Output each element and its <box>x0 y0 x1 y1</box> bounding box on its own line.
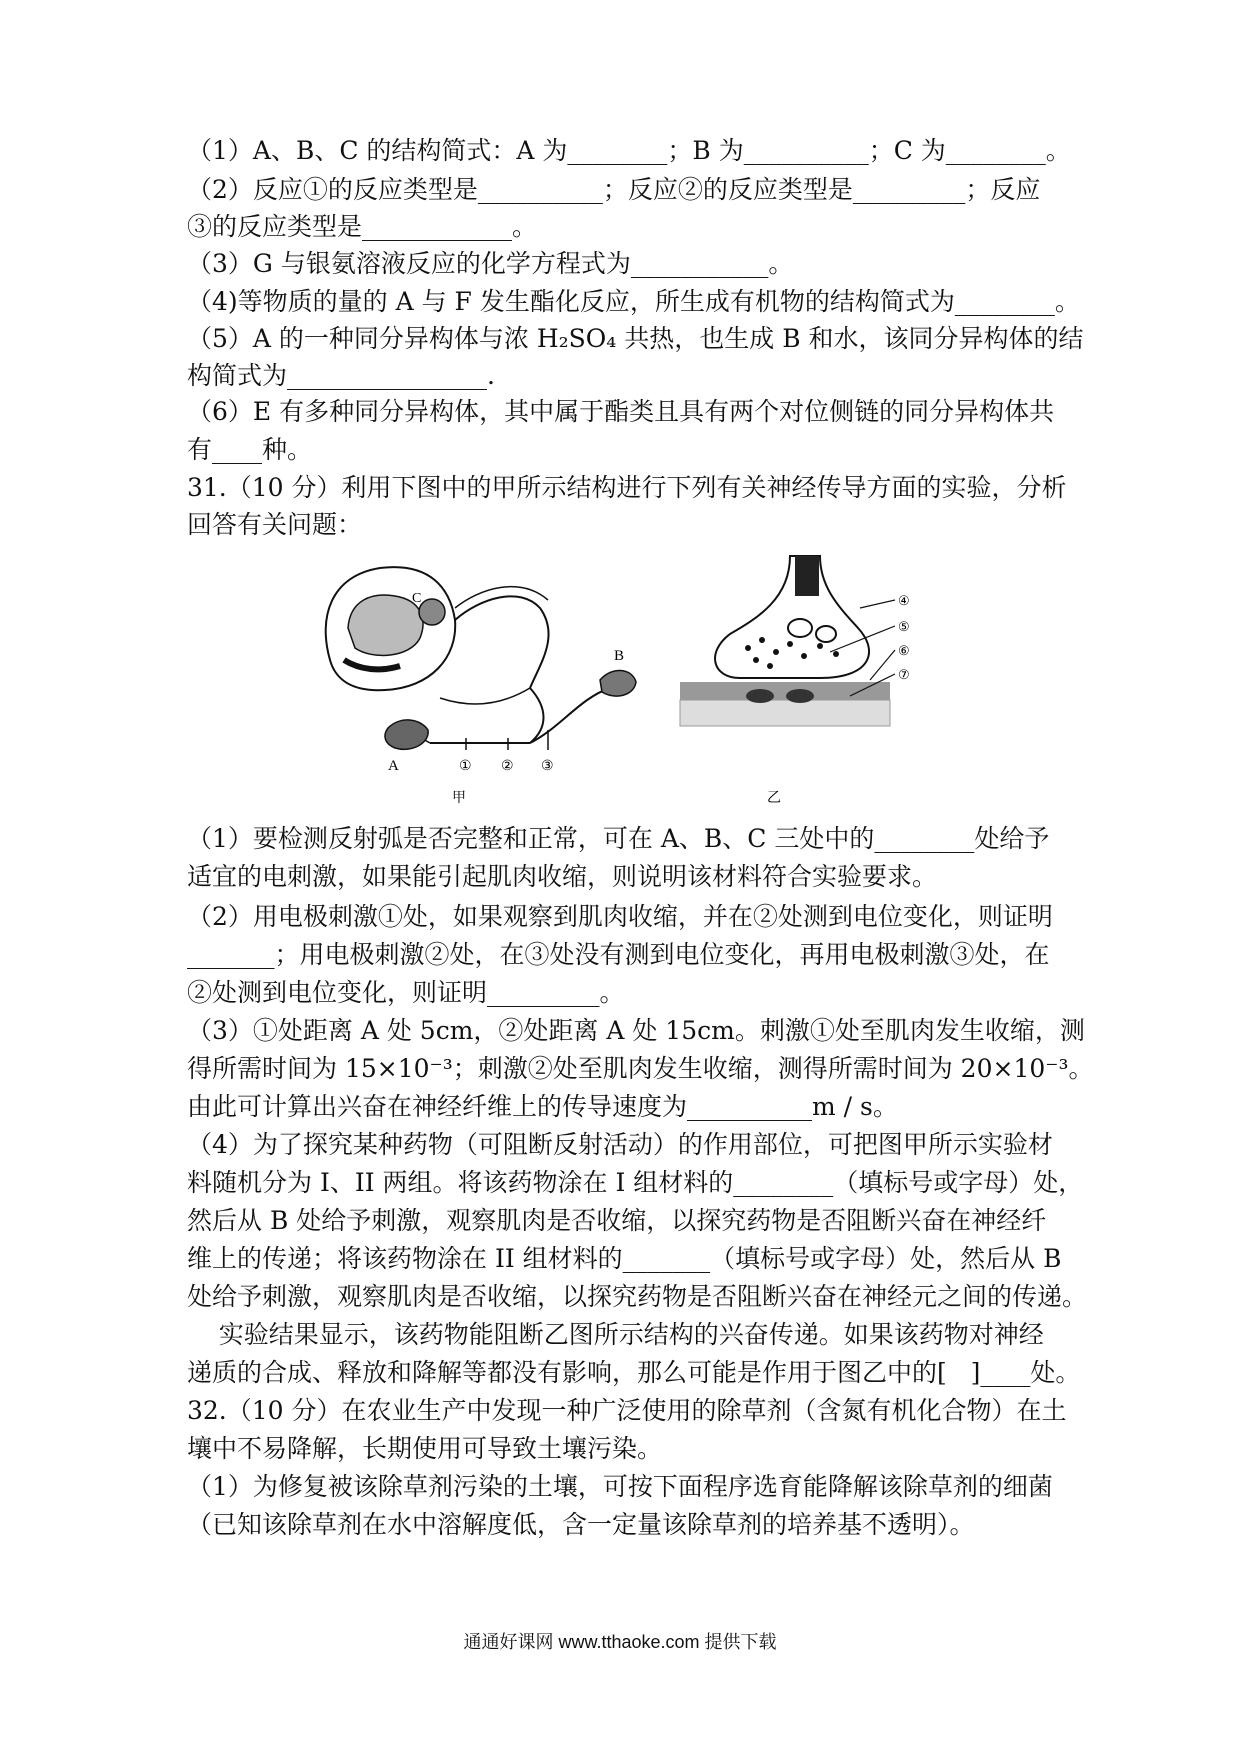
label-1: ① <box>459 758 472 774</box>
q31-1-line-a: （1）要检测反射弧是否完整和正常，可在 A、B、C 三处中的________处给予 <box>187 824 1050 853</box>
q32-stem-a: 32.（10 分）在农业生产中发现一种广泛使用的除草剂（含氮有机化合物）在土 <box>187 1396 1067 1425</box>
q31-2-line-b: _______；用电极刺激②处，在③处没有测到电位变化，再用电极刺激③处，在 <box>187 940 1050 969</box>
q30-2-line-a: （2）反应①的反应类型是__________；反应②的反应类型是_________；反应 <box>187 175 1041 204</box>
label-2: ② <box>501 758 514 774</box>
label-4: ④ <box>898 594 910 609</box>
label-3: ③ <box>541 758 554 774</box>
q31-3-line-a: （3）①处距离 A 处 5cm，②处距离 A 处 15cm。刺激①处至肌肉发生收缩，测 <box>187 1016 1085 1045</box>
q31-4-line-e: 处给予刺激，观察肌肉是否收缩，以探究药物是否阻断兴奋在神经元之间的传递。 <box>187 1282 1088 1311</box>
synapse-diagram <box>680 556 895 726</box>
q30-1-line: （1）A、B、C 的结构简式：A 为________；B 为__________；C 为________。 <box>187 136 1071 165</box>
q30-5-line-a: （5）A 的一种同分异构体与浓 H₂SO₄ 共热，也生成 B 和水，该同分异构体的结 <box>187 324 1084 353</box>
q31-4-line-c: 然后从 B 处给予刺激，观察肌肉是否收缩，以探究药物是否阻断兴奋在神经纤 <box>187 1206 1047 1235</box>
label-7: ⑦ <box>898 668 910 683</box>
q32-1-line-a: （1）为修复被该除草剂污染的土壤，可按下面程序选育能降解该除草剂的细菌 <box>187 1472 1053 1501</box>
q31-3-line-b: 得所需时间为 15×10⁻³；刺激②处至肌肉发生收缩，测得所需时间为 20×10⁻³。 <box>187 1054 1094 1083</box>
q32-1-line-b: （已知该除草剂在水中溶解度低，含一定量该除草剂的培养基不透明）。 <box>187 1510 975 1539</box>
q32-stem-b: 壤中不易降解，长期使用可导致土壤污染。 <box>187 1434 663 1463</box>
q30-2-line-b: ③的反应类型是____________。 <box>187 212 538 241</box>
yi-caption: 乙 <box>767 790 781 806</box>
q31-stem-b: 回答有关问题： <box>187 510 363 539</box>
label-6: ⑥ <box>898 644 910 659</box>
q31-4-line-d: 维上的传递；将该药物涂在 II 组材料的_______（填标号或字母）处，然后从 B <box>187 1244 1062 1273</box>
label-a: A <box>388 758 399 774</box>
q31-4-line-a: （4）为了探究某种药物（可阻断反射活动）的作用部位，可把图甲所示实验材 <box>187 1130 1053 1159</box>
q31-stem-a: 31.（10 分）利用下图中的甲所示结构进行下列有关神经传导方面的实验，分析 <box>187 473 1067 502</box>
page-footer: 通通好课网 www.tthaoke.com 提供下载 <box>463 1632 777 1652</box>
label-c: C <box>412 591 422 606</box>
receptor-b-shape <box>600 670 636 696</box>
q31-1-line-b: 适宜的电刺激，如果能引起肌肉收缩，则说明该材料符合实验要求。 <box>187 862 938 891</box>
q31-2-line-a: （2）用电极刺激①处，如果观察到肌肉收缩，并在②处测到电位变化，则证明 <box>187 902 1053 931</box>
jia-caption: 甲 <box>452 790 466 806</box>
q30-3-line: （3）G 与银氨溶液反应的化学方程式为___________。 <box>187 249 794 278</box>
muscle-a-shape <box>385 720 428 749</box>
q31-3-line-c: 由此可计算出兴奋在神经纤维上的传导速度为__________m / s。 <box>187 1092 898 1121</box>
spinal-cord-diagram <box>326 567 610 743</box>
q30-5-line-b: 构简式为________________. <box>187 361 495 390</box>
q31-4-line-f: 实验结果显示，该药物能阻断乙图所示结构的兴奋传递。如果该药物对神经 <box>187 1320 1044 1349</box>
q31-4-line-b: 料随机分为 I、II 两组。将该药物涂在 I 组材料的________（填标号或字母）处， <box>187 1168 1084 1197</box>
q30-6-line-a: （6）E 有多种同分异构体，其中属于酯类且具有两个对位侧链的同分异构体共 <box>187 397 1055 426</box>
q30-4-line: （4)等物质的量的 A 与 F 发生酯化反应，所生成有机物的结构简式为________。 <box>187 287 1080 316</box>
q31-2-line-c: ②处测到电位变化，则证明_________。 <box>187 978 625 1007</box>
q31-4-line-g: 递质的合成、释放和降解等都没有影响，那么可能是作用于图乙中的[ ]____处。 <box>187 1358 1081 1387</box>
label-b: B <box>614 648 625 664</box>
q30-6-line-b: 有____种。 <box>187 435 313 464</box>
label-5: ⑤ <box>898 620 910 635</box>
neural-figure <box>0 548 1240 808</box>
